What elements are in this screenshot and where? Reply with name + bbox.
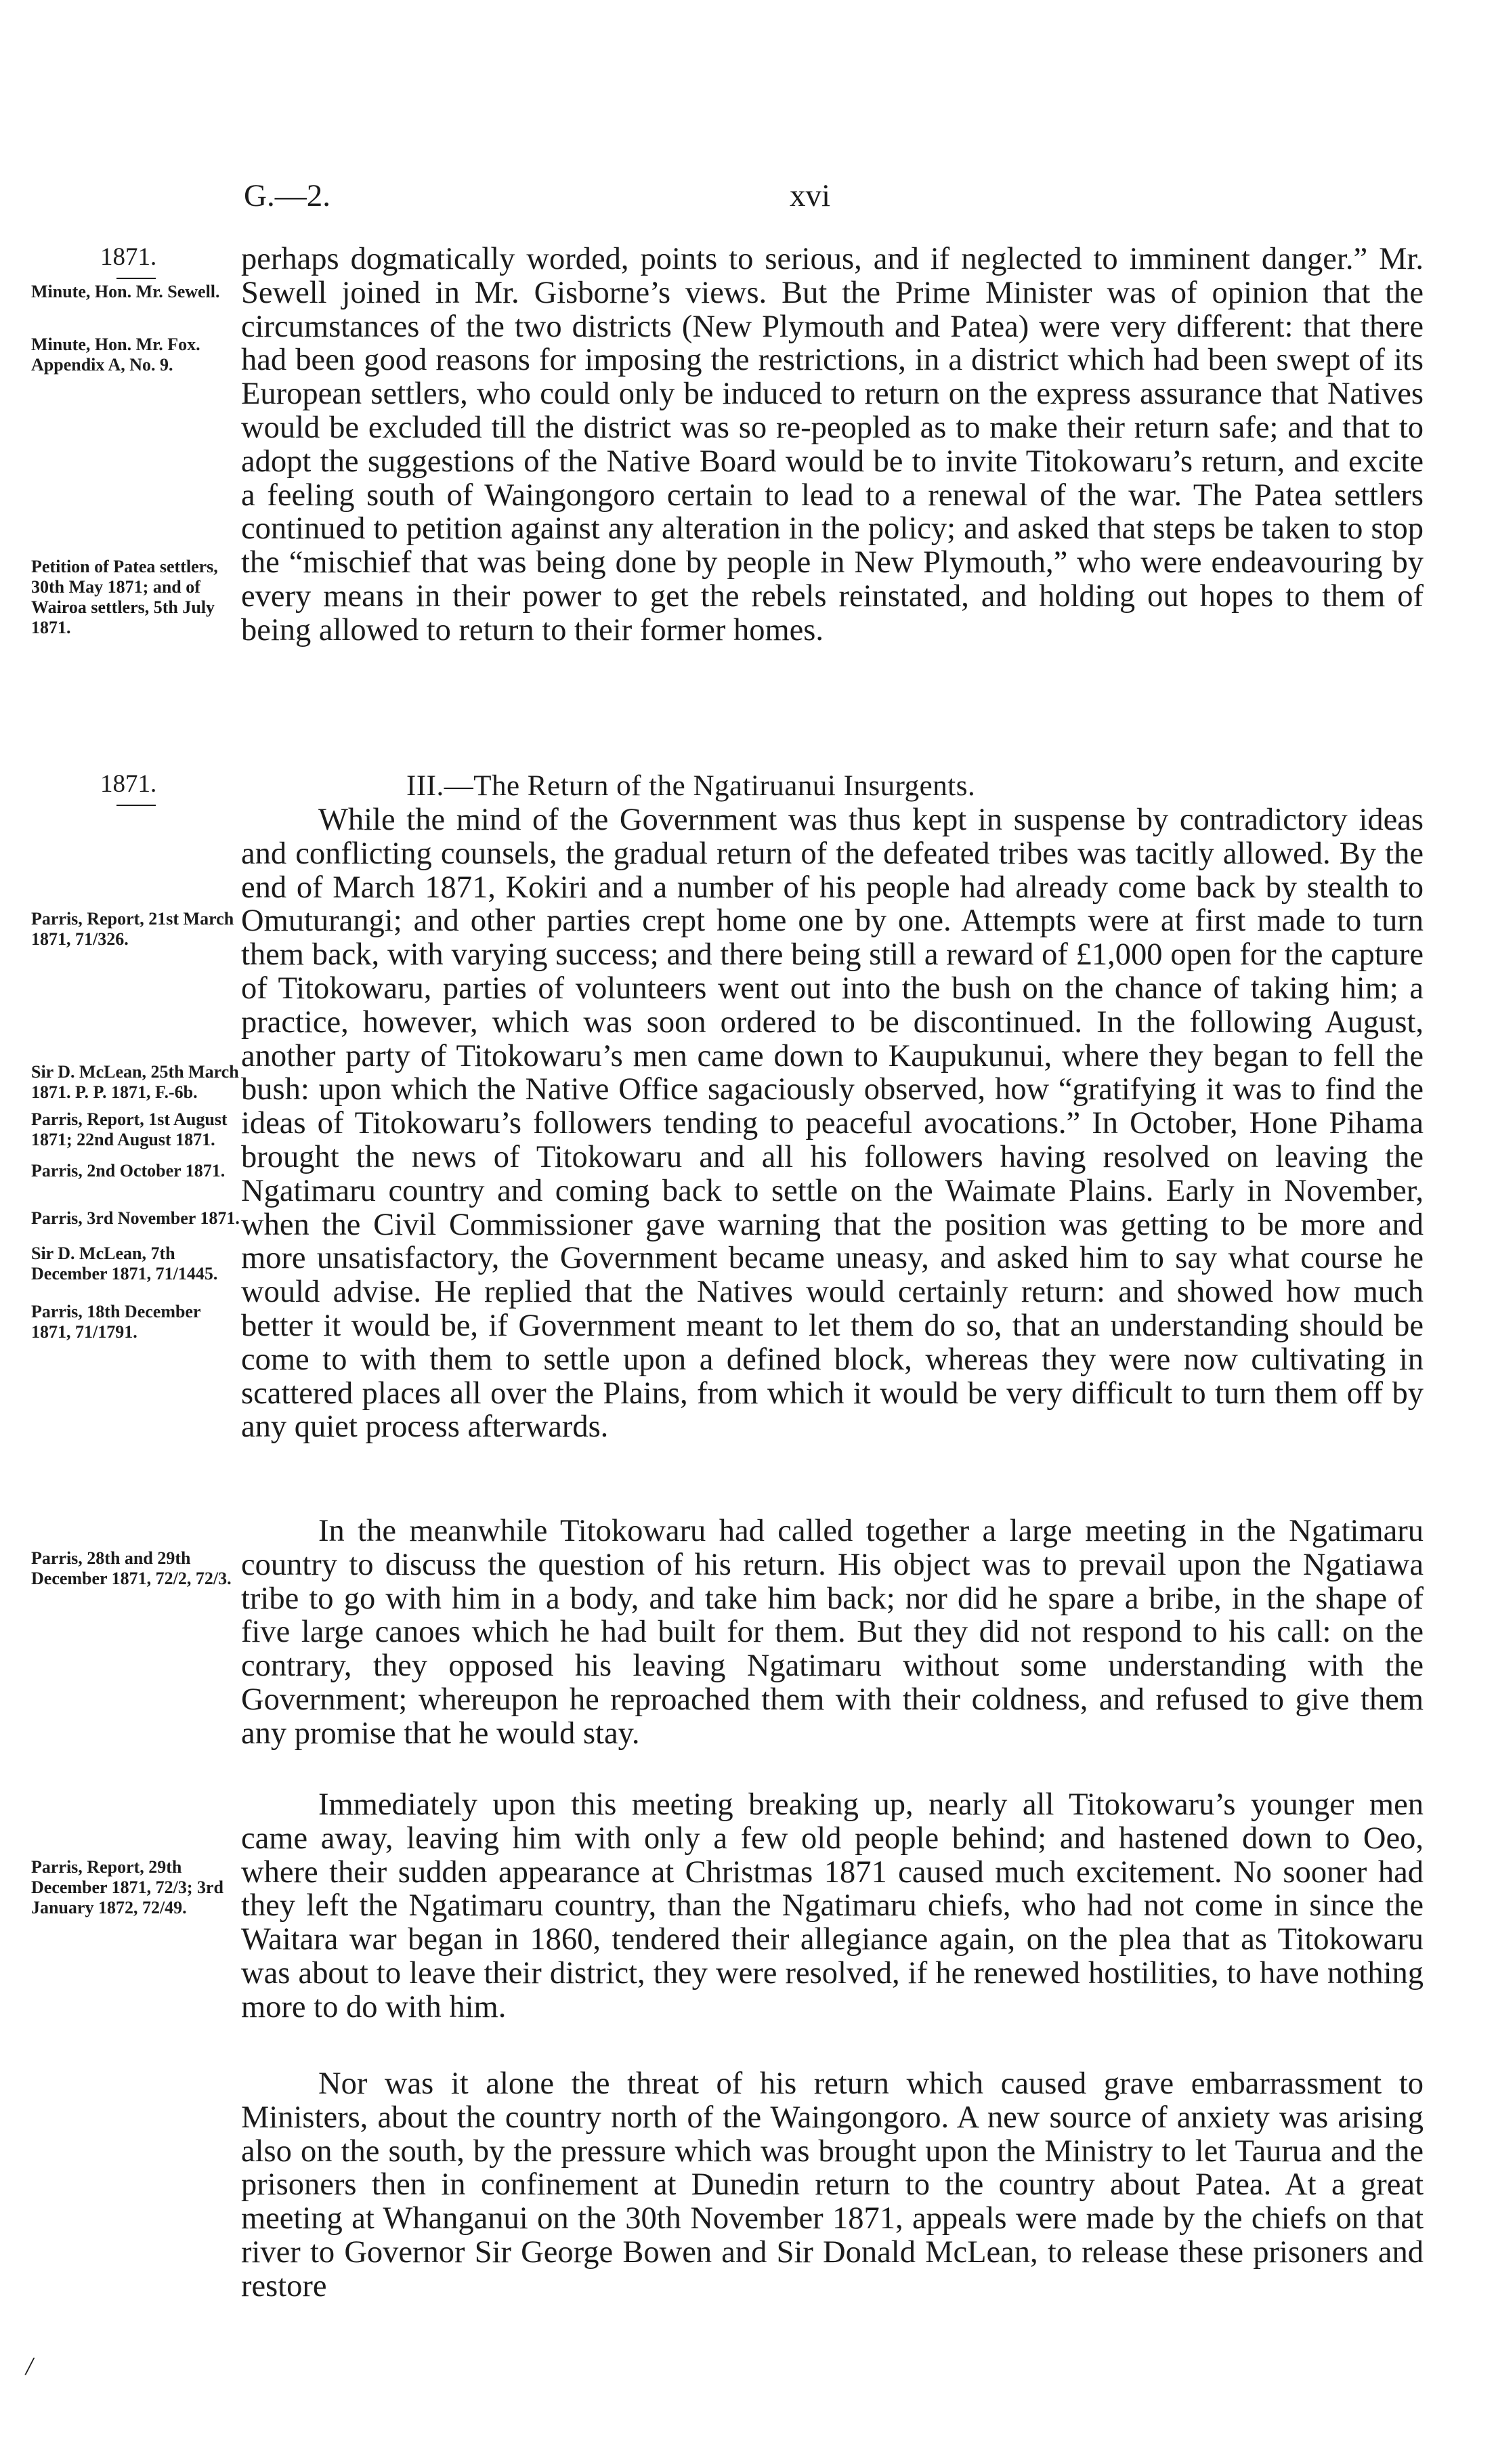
margin-note: Parris, 3rd November 1871. [31, 1208, 240, 1228]
paragraph: perhaps dogmatically worded, points to serious, and if neglected to imminent danger.” Mr. Sewell joined in Mr. Gisborne’s views. But the Prime Minister was of opinion that the circumstances of the two districts (New Plymouth and Patea) were very different: that there had been good reasons for imposing the restrictions, in a district which had been swept of its European settlers, who could only be induced to return on the express assurance that Natives would be excluded till the district was so re-peopled as to make their return safe; and that to adopt the suggestions of the Native Board would be to invite Titokowaru’s return, and excite a feeling south of Waingongoro certain to lead to a renewal of the war. The Patea settlers continued to petition against any alteration in the policy; and asked that steps be taken to stop the “mischief that was being done by people in New Plymouth,” who were endeavouring by every means in their power to get the rebels reinstated, and holding out hopes to them of being allowed to return to their former homes. [241, 242, 1424, 647]
margin-note: Parris, 18th December 1871, 71/1791. [31, 1302, 201, 1342]
page-number: xvi [790, 178, 831, 213]
margin-note: Parris, Report, 29th December 1871, 72/3; 3rd January 1872, 72/49. [31, 1857, 224, 1917]
section-heading: III.—The Return of the Ngatiruanui Insurgents. [406, 770, 976, 802]
margin-note: Parris, Report, 1st August 1871; 22nd August 1871. [31, 1109, 228, 1149]
paragraph: While the mind of the Government was thus kept in suspense by contradictory ideas and conflicting counsels, the gradual return of the defeated tribes was tacitly allowed. By the end of March 1871, Kokiri and a number of his people had already come back by stealth to Omuturangi; and other parties crept home one by one. Attempts were at first made to turn them back, with varying success; and there being still a reward of £1,000 open for the capture of Titokowaru, parties of volunteers went out into the bush on the chance of taking him; a practice, however, which was soon ordered to be discontinued. In the following August, another party of Titokowaru’s men came down to Kaupukunui, where they began to fell the bush: upon which the Native Office sagaciously observed, how “gratifying it was to find the ideas of Titokowaru’s followers tending to peaceful avocations.” In October, Hone Pihama brought the news of Titokowaru and all his followers having resolved on leaving the Ngatimaru country and coming back to settle on the Waimate Plains. Early in November, when the Civil Commissioner gave warning that the position was getting to be more and more unsatisfactory, the Government became uneasy, and asked him to say what course he would advise. He replied that the Natives would certainly return: and showed how much better it would be, if Government meant to let them do so, that an understanding should be come to with them to settle upon a defined block, whereas they were now cultivating in scattered places all over the Plains, from which it would be very difficult to turn them off by any quiet process afterwards. [241, 803, 1424, 1445]
paragraph: In the meanwhile Titokowaru had called together a large meeting in the Ngatimaru country to discuss the question of his return. His object was to prevail upon the Ngatiawa tribe to go with him in a body, and take him back; nor did he spare a bribe, in the shape of five large canoes which he had built for them. But they did not respond to his call: on the contrary, they opposed his leaving Ngatimaru without some understanding with the Government; whereupon he reproached them with their coldness, and refused to give them any promise that he would stay. [241, 1514, 1424, 1751]
margin-note: Petition of Patea settlers, 30th May 1871; and of Wairoa settlers, 5th July 1871. [31, 557, 218, 637]
margin-note: Minute, Hon. Mr. Sewell. [31, 282, 220, 301]
stray-mark: / [26, 2352, 33, 2381]
margin-year-top: 1871. [100, 243, 157, 271]
margin-note: Parris, 28th and 29th December 1871, 72/2, 72/3. [31, 1548, 232, 1588]
margin-note: Sir D. McLean, 7th December 1871, 71/1445. [31, 1244, 218, 1283]
margin-note: Sir D. McLean, 25th March 1871. P. P. 1871, F.-6b. [31, 1062, 239, 1102]
margin-year-section: 1871. [100, 770, 157, 798]
year-rule-top [116, 278, 156, 279]
year-rule-section [116, 805, 156, 806]
margin-note: Parris, Report, 21st March 1871, 71/326. [31, 909, 234, 949]
margin-note: Parris, 2nd October 1871. [31, 1161, 226, 1181]
margin-note: Minute, Hon. Mr. Fox. Appendix A, No. 9. [31, 335, 200, 375]
paragraph: Immediately upon this meeting breaking up, nearly all Titokowaru’s younger men came away, leaving him with only a few old people behind; and hastened down to Oeo, where their sudden appearance at Christmas 1871 caused much excitement. No sooner had they left the Ngatimaru country, than the Ngatimaru chiefs, who had not come in since the Waitara war began in 1860, tendered their allegiance again, on the plea that as Titokowaru was about to leave their district, they were resolved, if he renewed hostilities, to have nothing more to do with him. [241, 1787, 1424, 2024]
document-code: G.—2. [244, 178, 330, 213]
paragraph: Nor was it alone the threat of his return which caused grave embarrassment to Ministers, about the country north of the Waingongoro. A new source of anxiety was arising also on the south, by the pressure which was brought upon the Ministry to let Taurua and the prisoners then in confinement at Dunedin return to the country about Patea. At a great meeting at Whanganui on the 30th November 1871, appeals were made by the chiefs on that river to Governor Sir George Bowen and Sir Donald McLean, to release these prisoners and restore [241, 2066, 1424, 2303]
